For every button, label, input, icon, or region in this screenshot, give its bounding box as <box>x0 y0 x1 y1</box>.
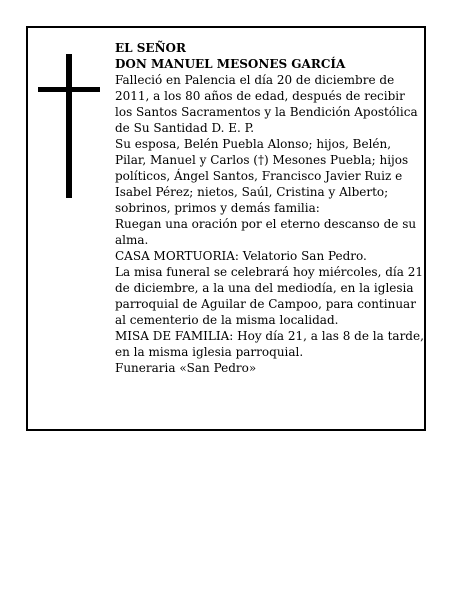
latin-cross-icon <box>38 54 100 198</box>
funeral-service: Funeraria «San Pedro» <box>115 361 257 375</box>
cross-horizontal-bar <box>38 87 100 92</box>
funeral-mass: La misa funeral se celebrará hoy miércoles, día 21 de diciembre, a la una del mediodía, en la iglesia parroquial de Aguilar de Campoo, para continuar al cementerio de la misma localidad. <box>115 265 423 327</box>
notice-text <box>115 40 425 376</box>
prayer-request: Ruegan una oración por el eterno descanso de su alma. <box>115 217 417 247</box>
family-list: Su esposa, Belén Puebla Alonso; hijos, Belén, Pilar, Manuel y Carlos (†) Mesones Puebla; hijos políticos, Ángel Santos, Francisco Javier Ruiz e Isabel Pérez; nietos, Saúl, Cristina y Alberto; sobrinos, primos y demás familia: <box>115 137 409 215</box>
notice-title-line1: EL SEÑOR <box>115 41 186 55</box>
funeral-home: CASA MORTUORIA: Velatorio San Pedro. <box>115 249 367 263</box>
obituary-notice <box>26 26 426 431</box>
death-info: Falleció en Palencia el día 20 de diciembre de 2011, a los 80 años de edad, después de recibir los Santos Sacramentos y la Bendición Apostólica de Su Santidad D. E. P. <box>115 73 418 135</box>
notice-title-line2: DON MANUEL MESONES GARCÍA <box>115 57 346 71</box>
family-mass: MISA DE FAMILIA: Hoy día 21, a las 8 de la tarde, en la misma iglesia parroquial. <box>115 329 424 359</box>
cross-vertical-bar <box>66 54 72 198</box>
